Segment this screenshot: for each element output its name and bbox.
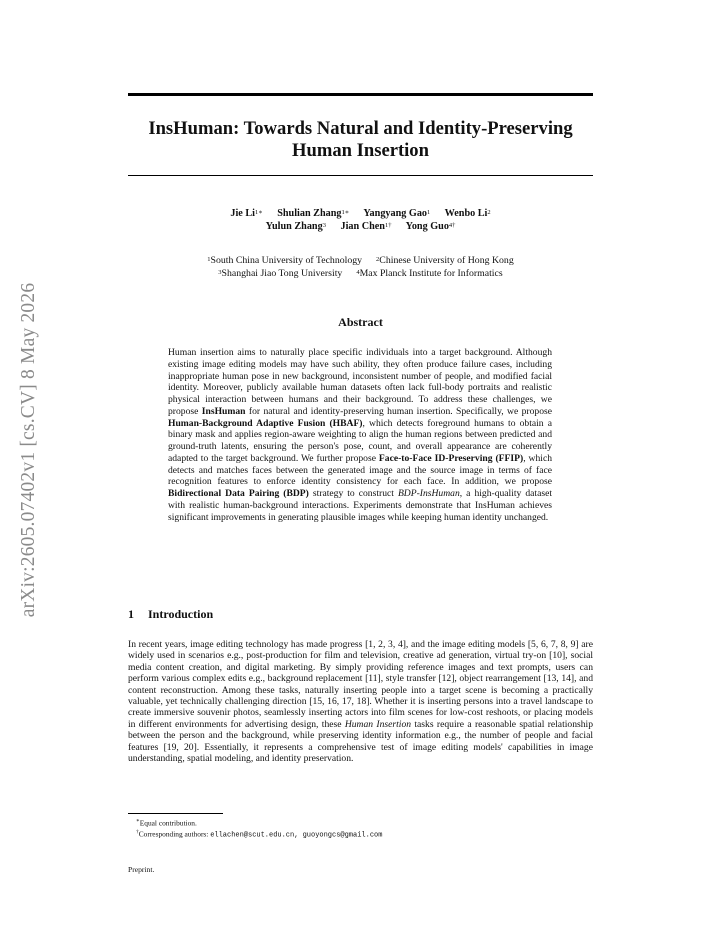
- author-name: Jie Li: [230, 208, 255, 219]
- author-name: Jian Chen: [340, 221, 385, 232]
- footnote-equal-contribution: [136, 817, 382, 828]
- preprint-label: Preprint.: [128, 865, 155, 874]
- footnote-text: Corresponding authors:: [138, 829, 211, 839]
- author-mark: 3: [322, 222, 326, 229]
- footnotes: [136, 817, 382, 841]
- footnote-rule: [128, 813, 223, 814]
- affiliation-line-2: [128, 267, 593, 280]
- author-name: Shulian Zhang: [277, 208, 342, 219]
- abstract-text: , which detects foreground humans to obtain a binary mask and applies region-aware weighting to align the human regions between predicted and ground-truth latents, ensuring the person's pose, count, and overall appearance are coherently adapted to the target background. We further propose: [168, 417, 552, 464]
- abstract-heading: Abstract: [338, 315, 383, 329]
- affiliation-mark: 4: [356, 269, 360, 276]
- author-line-1: [128, 207, 593, 220]
- abstract-text: , a high-quality dataset with realistic human-background interactions. Experiments demonstrate that InsHuman achieves significant improvements in generating plausible images while keeping human identity unchanged.: [168, 488, 553, 523]
- affiliation-mark: 1: [207, 256, 211, 263]
- affiliations: [128, 254, 593, 280]
- author-mark: 4†: [448, 222, 456, 229]
- author-name: Yulun Zhang: [265, 221, 323, 232]
- title-line-2: Human Insertion: [292, 140, 429, 161]
- author-mark: 2: [487, 209, 491, 216]
- abstract-emphasis: InsHuman: [201, 405, 246, 417]
- author-mark: 1∗: [341, 209, 350, 216]
- affiliation-mark: 2: [376, 256, 380, 263]
- abstract-text: for natural and identity-preserving human insertion. Specifically, we propose: [245, 405, 552, 417]
- title-bottom-rule: [128, 175, 593, 176]
- intro-text: tasks require a reasonable spatial relationship between the person and the background, while preserving identity information e.g., the number of people and facial features [19, 20]. Essentially, it represents a comprehensive test of image editing models' capabilities in image understanding, spatial modeling, and identity preservation.: [128, 718, 593, 765]
- intro-italic: Human Insertion: [344, 718, 412, 730]
- paper-title: [128, 118, 593, 162]
- abstract-body: [168, 347, 552, 523]
- author-name: Yangyang Gao: [363, 208, 428, 219]
- footnote-corresponding: [136, 828, 382, 841]
- author-line-2: [128, 220, 593, 233]
- affiliation-name: South China University of Technology: [210, 255, 363, 266]
- abstract-emphasis: Bidirectional Data Pairing (BDP): [168, 488, 309, 499]
- section-title: Introduction: [148, 607, 214, 621]
- corresponding-emails[interactable]: ellachen@scut.edu.cn, guoyongcs@gmail.com: [210, 831, 383, 840]
- affiliation-mark: 3: [218, 269, 222, 276]
- introduction-body: [128, 639, 593, 764]
- footnote-mark: †: [136, 829, 139, 836]
- affiliation-name: Max Planck Institute for Informatics: [359, 268, 503, 279]
- title-top-rule: [128, 93, 593, 96]
- abstract-text: Human insertion aims to naturally place specific individuals into a target background. Although existing image editing models may have such ability, they often produce failure cases, including inappropriate human pose in new background, inconsistent number of people, and modified facial identity. Moreover, publicly available human datasets often lack full-body portraits and realistic physical interaction between humans and their background. To address these challenges, we propose: [168, 347, 552, 417]
- affiliation-name: Chinese University of Hong Kong: [379, 255, 514, 266]
- author-name: Yong Guo: [405, 221, 449, 232]
- arxiv-identifier: arXiv:2605.07402v1 [cs.CV] 8 May 2026: [18, 282, 39, 618]
- footnote-text: Equal contribution.: [139, 818, 197, 828]
- abstract-text: , which detects and matches faces between the generated image and the source image in terms of face recognition features to enforce identity consistency for each face. In addition, we propose: [168, 452, 552, 488]
- author-name: Wenbo Li: [444, 208, 488, 219]
- abstract-emphasis: Human-Background Adaptive Fusion (HBAF): [168, 417, 363, 429]
- abstract-italic: BDP-InsHuman: [397, 488, 460, 499]
- author-mark: 1: [427, 209, 431, 216]
- intro-text: In recent years, image editing technology has made progress [1, 2, 3, 4], and the image editing models [5, 6, 7, 8, 9] are widely used in scenarios e.g., post-production for film and television, creative ad generation, virtual try-on [10], social media content creation, and digital marketing. By simply providing reference images and text prompts, users can perform various complex edits e.g., background replacement [11], style transfer [12], object rearrangement [13, 14], and content reconstruction. Among these tasks, naturally inserting people into a target scene is becoming a practically valuable, yet technically challenging direction [15, 16, 17, 18]. Whether it is inserting persons into a travel landscape to create immersive souvenir photos, seamlessly inserting actors into film scenes for low-cost reshoots, or placing models in different environments for advertising design, these: [128, 639, 593, 730]
- section-heading-introduction: [128, 607, 213, 622]
- author-mark: 1†: [384, 222, 392, 229]
- affiliation-name: Shanghai Jiao Tong University: [221, 268, 343, 279]
- author-list: [128, 207, 593, 233]
- affiliation-line-1: [128, 254, 593, 267]
- title-line-1: InsHuman: Towards Natural and Identity-Preserving: [148, 118, 573, 139]
- author-mark: 1∗: [254, 209, 263, 216]
- section-number: 1: [128, 607, 134, 621]
- abstract-text: strategy to construct: [308, 488, 398, 499]
- footnote-mark: ∗: [136, 818, 140, 824]
- abstract-emphasis: Face-to-Face ID-Preserving (FFIP): [378, 452, 524, 464]
